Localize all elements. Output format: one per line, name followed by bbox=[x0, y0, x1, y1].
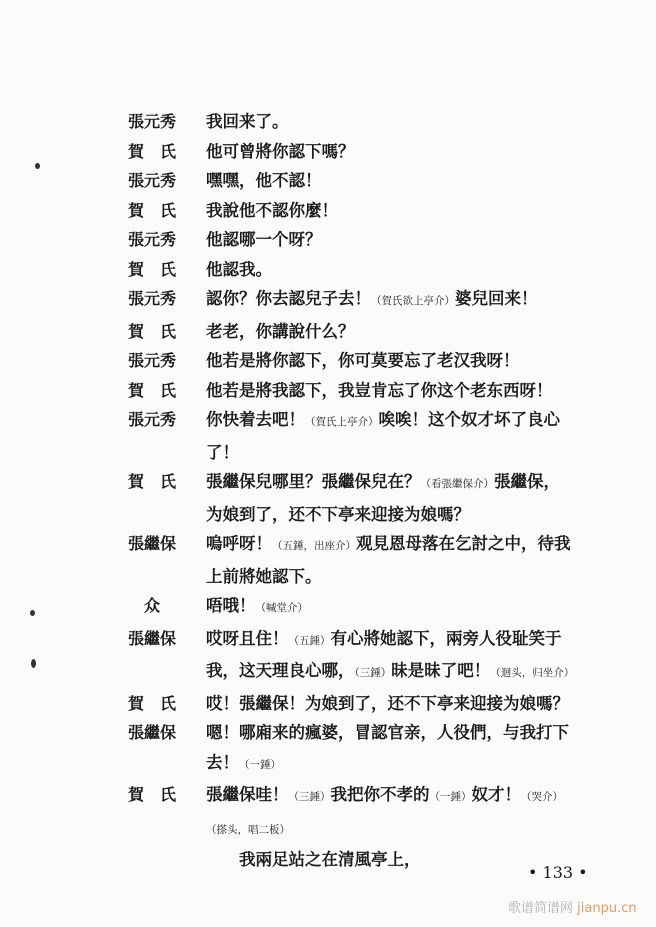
dialogue-text: 他若是將你認下，你可莫要忘了老汉我呀！ bbox=[206, 351, 520, 370]
dialogue-line bbox=[206, 405, 628, 438]
dialogue-line bbox=[206, 624, 628, 657]
dialogue-lines bbox=[206, 255, 628, 285]
dialogue-text: 他若是將我認下，我豈肯忘了你这个老东西呀！ bbox=[206, 380, 553, 400]
speaker-name: 張繼保 bbox=[128, 723, 177, 742]
speaker-name: 張元秀 bbox=[128, 289, 177, 308]
dialogue-row bbox=[128, 107, 628, 137]
play-script bbox=[128, 107, 628, 875]
dialogue-row bbox=[128, 137, 628, 167]
dialogue-text: 我把你不孝的 bbox=[330, 785, 430, 804]
dialogue-line bbox=[206, 689, 628, 719]
stage-direction: （搽头，唱二板） bbox=[206, 823, 290, 836]
speaker-name: 賀 氏 bbox=[128, 785, 177, 804]
dialogue-row bbox=[128, 405, 628, 467]
dialogue-line bbox=[206, 591, 628, 624]
speaker-name: 張元秀 bbox=[128, 112, 177, 131]
dialogue-line bbox=[206, 346, 628, 376]
speaker-name: 賀 氏 bbox=[128, 693, 177, 713]
watermark-text: 歌谱简谱网 bbox=[508, 901, 574, 916]
dialogue-lines bbox=[206, 689, 628, 719]
dialogue-line bbox=[206, 529, 628, 562]
dialogue-text: 了！ bbox=[206, 442, 239, 462]
dialogue-row bbox=[128, 529, 628, 591]
stage-direction: （三錘） bbox=[354, 667, 392, 679]
stage-direction: （迴头，归坐介） bbox=[490, 667, 575, 679]
dialogue-line bbox=[206, 438, 628, 468]
dialogue-text: 我回来了。 bbox=[206, 112, 289, 131]
dialogue-text: 哎！張繼保！为娘到了，还不下亭来迎接为娘嗎？ bbox=[206, 693, 569, 713]
dialogue-text: 他認哪一个呀？ bbox=[206, 230, 322, 249]
dialogue-text: 我，这天理良心哪， bbox=[206, 661, 355, 680]
dialogue-lines bbox=[206, 529, 628, 591]
dialogue-text: 嗚呼呀！ bbox=[206, 534, 272, 553]
dialogue-line bbox=[206, 813, 628, 846]
dialogue-row bbox=[128, 346, 628, 376]
scan-speck bbox=[35, 163, 40, 169]
speaker-name: 賀 氏 bbox=[128, 259, 177, 279]
dialogue-row bbox=[128, 225, 628, 255]
stage-direction: （五錘，出座介） bbox=[272, 540, 356, 552]
dialogue-row bbox=[128, 718, 628, 780]
dialogue-text: 哎呀且住！ bbox=[206, 628, 289, 648]
dialogue-line bbox=[206, 748, 628, 781]
dialogue-line bbox=[206, 196, 628, 226]
dialogue-text: 張繼保哇！ bbox=[206, 785, 289, 804]
dialogue-lines bbox=[206, 107, 628, 137]
dialogue-text: 我兩足站之在清風亭上， bbox=[206, 850, 421, 869]
watermark-site: jianpu.cn bbox=[577, 901, 637, 916]
stage-direction: （喊堂介） bbox=[255, 602, 308, 614]
stage-direction: （一錘） bbox=[239, 758, 281, 771]
dialogue-line bbox=[206, 284, 628, 317]
speaker-name: 众 bbox=[128, 596, 161, 615]
speaker-name: 張元秀 bbox=[128, 351, 177, 370]
dialogue-lines bbox=[206, 405, 628, 467]
scan-speck bbox=[31, 659, 36, 668]
dialogue-text: 嘿嘿，他不認！ bbox=[206, 171, 322, 190]
dialogue-text: 唉唉！这个奴才坏了良心 bbox=[378, 410, 560, 429]
dialogue-lines bbox=[206, 467, 628, 529]
dialogue-lines bbox=[206, 317, 628, 347]
dialogue-text: 嗯！哪廂来的瘋婆，冒認官亲，人役們，与我打下 bbox=[206, 723, 569, 742]
dialogue-line bbox=[206, 656, 628, 689]
dialogue-text: 为娘到了，还不下亭来迎接为娘嗎？ bbox=[206, 504, 470, 524]
speaker-name: 賀 氏 bbox=[128, 321, 177, 341]
dialogue-lines bbox=[206, 225, 628, 255]
stage-direction: （五錘） bbox=[288, 634, 331, 647]
dialogue-lines bbox=[206, 718, 628, 780]
dialogue-text: 老老，你講說什么？ bbox=[206, 321, 355, 341]
dialogue-text: 我說他不認你麼！ bbox=[206, 200, 338, 220]
dialogue-line bbox=[206, 166, 628, 196]
dialogue-line bbox=[206, 107, 628, 137]
dialogue-lines bbox=[206, 591, 628, 624]
speaker-name: 賀 氏 bbox=[128, 200, 177, 220]
stage-direction: （哭介） bbox=[521, 791, 563, 803]
dialogue-line bbox=[206, 317, 628, 347]
dialogue-line bbox=[206, 562, 628, 592]
dialogue-row bbox=[128, 591, 628, 624]
dialogue-text: 去！ bbox=[206, 752, 239, 772]
dialogue-lines bbox=[206, 780, 628, 875]
speaker-name: 張元秀 bbox=[128, 410, 177, 429]
dialogue-row bbox=[128, 376, 628, 406]
dialogue-lines bbox=[206, 166, 628, 196]
watermark bbox=[508, 897, 637, 916]
dialogue-row bbox=[128, 780, 628, 875]
stage-direction: （賀氏欲上亭介） bbox=[371, 295, 455, 307]
dialogue-text: 婆兒回来！ bbox=[455, 289, 538, 308]
dialogue-row bbox=[128, 689, 628, 719]
dialogue-lines bbox=[206, 376, 628, 406]
dialogue-row bbox=[128, 196, 628, 226]
dialogue-text: 他認我。 bbox=[206, 259, 272, 279]
speaker-name: 賀 氏 bbox=[128, 141, 177, 161]
dialogue-text: 观見恩母落在乞討之中，待我 bbox=[356, 534, 571, 553]
dialogue-text: 認你？你去認兒子去！ bbox=[206, 289, 371, 308]
dialogue-text: 張繼保兒哪里？張繼保兒在？ bbox=[206, 472, 421, 491]
dialogue-lines bbox=[206, 284, 628, 317]
dialogue-text: 他可曾將你認下嗎？ bbox=[206, 141, 355, 161]
dialogue-row bbox=[128, 284, 628, 317]
stage-direction: （賀氏上亭介） bbox=[305, 416, 379, 428]
page-number: • 133 • bbox=[528, 863, 588, 882]
dialogue-lines bbox=[206, 624, 628, 689]
speaker-name: 張繼保 bbox=[128, 534, 177, 553]
dialogue-line bbox=[206, 255, 628, 285]
stage-direction: （看張繼保介） bbox=[420, 478, 494, 490]
dialogue-lines bbox=[206, 137, 628, 167]
dialogue-line bbox=[206, 467, 628, 500]
speaker-name: 張元秀 bbox=[128, 230, 177, 249]
dialogue-text: 唔哦！ bbox=[206, 596, 256, 615]
stage-direction: （三錘） bbox=[288, 791, 331, 803]
dialogue-line bbox=[206, 225, 628, 255]
dialogue-lines bbox=[206, 346, 628, 376]
stage-direction: （一錘） bbox=[429, 791, 472, 803]
dialogue-line bbox=[206, 780, 628, 813]
dialogue-text: 你快着去吧！ bbox=[206, 410, 305, 429]
dialogue-row bbox=[128, 317, 628, 347]
dialogue-text: 上前將她認下。 bbox=[206, 566, 322, 586]
dialogue-line bbox=[206, 500, 628, 530]
speaker-name: 張元秀 bbox=[128, 171, 177, 190]
dialogue-line bbox=[206, 376, 628, 406]
dialogue-text: 有心將她認下，兩旁人役耻笑于 bbox=[330, 628, 562, 648]
scan-speck bbox=[30, 610, 35, 616]
dialogue-row bbox=[128, 166, 628, 196]
dialogue-text: 奴才！ bbox=[471, 785, 521, 804]
speaker-name: 賀 氏 bbox=[128, 380, 177, 400]
speaker-name: 賀 氏 bbox=[128, 472, 177, 491]
dialogue-text: 張繼保， bbox=[494, 472, 560, 491]
speaker-name: 張繼保 bbox=[128, 628, 177, 648]
dialogue-line bbox=[206, 137, 628, 167]
dialogue-row bbox=[128, 467, 628, 529]
dialogue-lines bbox=[206, 196, 628, 226]
dialogue-row bbox=[128, 624, 628, 689]
dialogue-text: 昧是昧了吧！ bbox=[391, 661, 491, 680]
dialogue-row bbox=[128, 255, 628, 285]
dialogue-line bbox=[206, 718, 628, 748]
